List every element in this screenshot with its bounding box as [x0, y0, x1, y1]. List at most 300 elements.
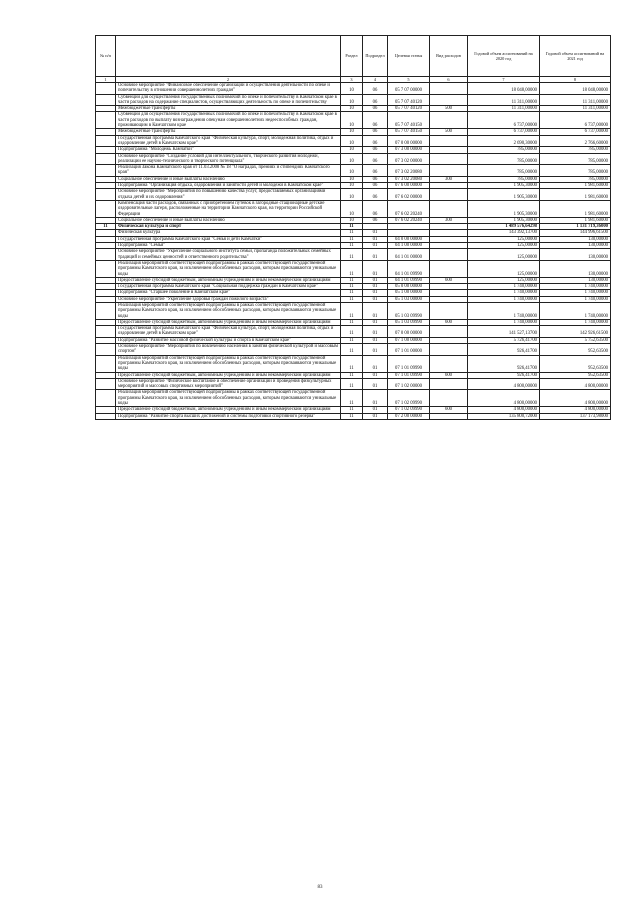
- row-target: 07 1 02 09990: [388, 390, 430, 407]
- row-target: 07 6 02 20240: [388, 200, 430, 217]
- row-y2021: 2 766,60000: [540, 135, 611, 147]
- header-num: № п/п: [96, 36, 116, 77]
- row-y2020: 143 392,13700: [468, 230, 540, 236]
- row-name: Основное мероприятие "Укрепление социального института семьи, пропаганда положительных семейных традиций и семейных ценностей и ответственного родительства": [116, 249, 341, 261]
- table-row: [96, 129, 611, 135]
- row-name: Реализация Закона Камчатского края от 11.03.2008 № 18 "О наградах, премиях и стипендиях Камчатского края": [116, 165, 341, 177]
- row-razdel: 11: [341, 407, 363, 413]
- row-y2021: 4 800,00000: [540, 407, 611, 413]
- row-name: Предоставление субсидий бюджетным, автономным учреждениям и иным некоммерческим организациям: [116, 319, 341, 325]
- header-razdel: Раздел: [341, 36, 363, 77]
- table-row: [96, 372, 611, 378]
- row-vid: 600: [430, 407, 468, 413]
- row-y2021: 1 740,00000: [540, 319, 611, 325]
- row-podrazdel: 06: [363, 106, 388, 112]
- row-razdel: 10: [341, 176, 363, 182]
- row-podrazdel: 01: [363, 355, 388, 372]
- row-podrazdel: 01: [363, 413, 388, 419]
- row-y2021: 1 740,00000: [540, 284, 611, 290]
- row-razdel: 10: [341, 147, 363, 153]
- row-num: [96, 302, 116, 319]
- row-podrazdel: 06: [363, 135, 388, 147]
- row-y2021: 137 173,98000: [540, 413, 611, 419]
- row-vid: 600: [430, 319, 468, 325]
- row-razdel: 11: [341, 260, 363, 277]
- row-name: Подпрограмма "Организация отдыха, оздоровления и занятости детей и молодежи в Камчатском крае": [116, 183, 341, 189]
- table-row: [96, 183, 611, 189]
- row-target: 05 7 07 00000: [388, 83, 430, 95]
- column-number: 5: [388, 77, 430, 83]
- row-y2020: 11 311,00000: [468, 106, 540, 112]
- row-num: 11: [96, 224, 116, 230]
- row-name: Государственная программа Камчатского края "Семья и дети Камчатки": [116, 236, 341, 242]
- row-name: Межбюджетные трансферты: [116, 129, 341, 135]
- row-razdel: 11: [341, 224, 363, 230]
- table-row: [96, 135, 611, 147]
- row-target: 05 7 07 40150: [388, 112, 430, 129]
- row-name: Основное мероприятие "Финансовое обеспечение организации и осуществления деятельности по опеке и попечительству в отношении совершеннолетних граждан": [116, 83, 341, 95]
- row-target: 07 3 00 00000: [388, 147, 430, 153]
- row-y2020: 1 905,30000: [468, 189, 540, 201]
- table-row: [96, 326, 611, 338]
- row-y2021: 130,00000: [540, 236, 611, 242]
- row-vid: [430, 94, 468, 106]
- row-y2020: 1 740,00000: [468, 296, 540, 302]
- row-num: [96, 326, 116, 338]
- row-target: 07 3 02 00000: [388, 153, 430, 165]
- row-vid: [430, 413, 468, 419]
- row-y2020: 11 311,00000: [468, 94, 540, 106]
- row-y2021: 6 737,00000: [540, 129, 611, 135]
- table-row: [96, 176, 611, 182]
- row-name: Компенсация части расходов, связанных с приобретением путевок в загородные стационарные детские оздоровительные лагеря, расположенные на территории Камчатского края, на территории Российской Федерации: [116, 200, 341, 217]
- row-podrazdel: 06: [363, 189, 388, 201]
- row-y2021: 11 311,00000: [540, 94, 611, 106]
- row-y2020: 125,00000: [468, 243, 540, 249]
- row-num: [96, 189, 116, 201]
- row-name: Основное мероприятие "Мероприятия по повышению качества услуг, предоставляемых организациями отдыха детей и их оздоровления": [116, 189, 341, 201]
- table-row: [96, 413, 611, 419]
- row-razdel: 11: [341, 344, 363, 356]
- row-y2020: 135 800,72000: [468, 413, 540, 419]
- row-podrazdel: 01: [363, 277, 388, 283]
- row-y2020: 6 737,00000: [468, 112, 540, 129]
- row-y2020: 1 740,00000: [468, 290, 540, 296]
- row-name: Реализация мероприятий соответствующей подпрограммы в рамках соответствующей государственной программы Камчатского края, за исключением обособленных расходов, которым присваиваются уникальные коды: [116, 390, 341, 407]
- row-y2020: 926,41700: [468, 372, 540, 378]
- row-podrazdel: 01: [363, 319, 388, 325]
- column-number: 8: [540, 77, 611, 83]
- row-target: 07 3 02 20080: [388, 165, 430, 177]
- row-name: Подпрограмма "Развитие спорта высших достижений и системы подготовки спортивного резерва": [116, 413, 341, 419]
- row-razdel: 11: [341, 390, 363, 407]
- row-y2020: 785,00000: [468, 147, 540, 153]
- row-num: [96, 344, 116, 356]
- row-target: 04 1 00 00000: [388, 243, 430, 249]
- row-y2020: 1 740,00000: [468, 319, 540, 325]
- header-y2021: Годовой объем ассигнований на 2021 год: [540, 36, 611, 77]
- table-body: [96, 83, 611, 420]
- row-num: [96, 390, 116, 407]
- row-y2021: 1 131 719,36000: [540, 224, 611, 230]
- row-target: 05 0 00 00000: [388, 284, 430, 290]
- row-num: [96, 94, 116, 106]
- row-y2020: 125,00000: [468, 260, 540, 277]
- table-row: [96, 165, 611, 177]
- row-razdel: 11: [341, 249, 363, 261]
- budget-table-page: [95, 35, 610, 420]
- column-number: 2: [116, 77, 341, 83]
- table-row: [96, 390, 611, 407]
- row-name: Предоставление субсидий бюджетным, автономным учреждениям и иным некоммерческим организациям: [116, 407, 341, 413]
- row-vid: [430, 153, 468, 165]
- row-num: [96, 355, 116, 372]
- row-razdel: 11: [341, 277, 363, 283]
- row-razdel: 10: [341, 153, 363, 165]
- row-y2020: 785,00000: [468, 165, 540, 177]
- row-y2021: 952,63500: [540, 344, 611, 356]
- row-vid: 500: [430, 129, 468, 135]
- table-row: [96, 355, 611, 372]
- row-vid: 300: [430, 176, 468, 182]
- row-podrazdel: 06: [363, 94, 388, 106]
- row-target: 05 1 03 09990: [388, 319, 430, 325]
- row-razdel: 10: [341, 129, 363, 135]
- table-row: [96, 217, 611, 223]
- row-vid: 500: [430, 106, 468, 112]
- row-y2021: 1 981,60000: [540, 200, 611, 217]
- row-name: Государственная программа Камчатского края "Социальная поддержка граждан в Камчатском крае": [116, 284, 341, 290]
- row-vid: [430, 260, 468, 277]
- page-number: 83: [317, 885, 323, 890]
- row-target: 07 1 01 09990: [388, 372, 430, 378]
- row-y2021: 130,00000: [540, 260, 611, 277]
- table-row: [96, 249, 611, 261]
- row-podrazdel: 01: [363, 260, 388, 277]
- row-y2021: 144 996,61500: [540, 230, 611, 236]
- row-razdel: 11: [341, 372, 363, 378]
- column-number: 7: [468, 77, 540, 83]
- row-name: Межбюджетные трансферты: [116, 106, 341, 112]
- row-vid: [430, 326, 468, 338]
- row-target: 05 7 07 40120: [388, 94, 430, 106]
- row-y2021: 785,00000: [540, 176, 611, 182]
- row-name: Предоставление субсидий бюджетным, автономным учреждениям и иным некоммерческим организациям: [116, 372, 341, 378]
- table-row: [96, 290, 611, 296]
- column-number: 1: [96, 77, 116, 83]
- row-y2020: 1 905,30000: [468, 217, 540, 223]
- table-row: [96, 407, 611, 413]
- row-target: 05 1 03 00000: [388, 296, 430, 302]
- row-name: Основное мероприятие "Укрепление здоровья граждан пожилого возраста": [116, 296, 341, 302]
- row-y2021: 785,00000: [540, 147, 611, 153]
- row-razdel: 11: [341, 378, 363, 390]
- row-target: 07 1 00 00000: [388, 337, 430, 343]
- row-target: 07 6 00 00000: [388, 183, 430, 189]
- row-y2021: 1 740,00000: [540, 302, 611, 319]
- column-number: 3: [341, 77, 363, 83]
- table-row: [96, 337, 611, 343]
- row-target: 07 3 02 20080: [388, 176, 430, 182]
- row-podrazdel: 06: [363, 83, 388, 95]
- row-razdel: 10: [341, 200, 363, 217]
- table-row: [96, 224, 611, 230]
- row-vid: [430, 390, 468, 407]
- row-target: 07 1 02 09990: [388, 407, 430, 413]
- row-vid: 600: [430, 277, 468, 283]
- row-razdel: 10: [341, 183, 363, 189]
- row-y2020: 4 800,00000: [468, 407, 540, 413]
- table-row: [96, 296, 611, 302]
- row-target: 07 6 02 00000: [388, 189, 430, 201]
- row-y2021: 5 752,63500: [540, 337, 611, 343]
- budget-table: [95, 35, 611, 420]
- row-podrazdel: 01: [363, 372, 388, 378]
- row-podrazdel: 01: [363, 326, 388, 338]
- row-target: 07 0 00 00000: [388, 326, 430, 338]
- row-num: [96, 165, 116, 177]
- row-y2021: 4 800,00000: [540, 390, 611, 407]
- row-num: [96, 153, 116, 165]
- row-name: Субвенции для осуществления государственных полномочий по опеке и попечительству в Камчатском крае в части расходов на содержание специалистов, осуществляющих деятельность по опеке и попечительству: [116, 94, 341, 106]
- header-name: [116, 36, 341, 77]
- row-razdel: 10: [341, 189, 363, 201]
- header-target: Целевая статья: [388, 36, 430, 77]
- row-podrazdel: 01: [363, 302, 388, 319]
- row-y2021: 142 926,61500: [540, 326, 611, 338]
- column-number: 4: [363, 77, 388, 83]
- row-razdel: 10: [341, 83, 363, 95]
- row-podrazdel: 06: [363, 112, 388, 129]
- row-num: [96, 135, 116, 147]
- row-vid: [430, 165, 468, 177]
- row-razdel: 11: [341, 284, 363, 290]
- table-row: [96, 106, 611, 112]
- row-razdel: 11: [341, 413, 363, 419]
- row-podrazdel: 01: [363, 249, 388, 261]
- row-y2020: 125,00000: [468, 236, 540, 242]
- row-num: [96, 260, 116, 277]
- row-razdel: 11: [341, 236, 363, 242]
- row-num: [96, 378, 116, 390]
- row-y2020: 125,00000: [468, 249, 540, 261]
- row-y2021: 785,00000: [540, 165, 611, 177]
- row-y2021: 130,00000: [540, 243, 611, 249]
- row-y2021: 11 311,00000: [540, 106, 611, 112]
- row-vid: [430, 112, 468, 129]
- row-target: 05 7 07 40150: [388, 129, 430, 135]
- row-y2020: 2 690,30000: [468, 135, 540, 147]
- table-row: [96, 189, 611, 201]
- row-razdel: 10: [341, 112, 363, 129]
- row-podrazdel: 06: [363, 200, 388, 217]
- row-podrazdel: 01: [363, 290, 388, 296]
- row-podrazdel: 01: [363, 236, 388, 242]
- row-y2020: 1 489 576,64298: [468, 224, 540, 230]
- row-podrazdel: 01: [363, 230, 388, 236]
- row-target: 05 7 07 40120: [388, 106, 430, 112]
- row-y2020: 785,00000: [468, 176, 540, 182]
- row-y2020: 141 527,13700: [468, 326, 540, 338]
- row-razdel: 11: [341, 319, 363, 325]
- row-num: [96, 200, 116, 217]
- row-podrazdel: 01: [363, 390, 388, 407]
- header-y2020: Годовой объем ассигнований на 2020 год: [468, 36, 540, 77]
- row-podrazdel: 06: [363, 129, 388, 135]
- row-y2021: 18 048,00000: [540, 83, 611, 95]
- row-name: Основное мероприятие "Создание условий для интеллектуального, творческого развития молодежи, реализации ее научно-технического и творческого потенциала": [116, 153, 341, 165]
- table-row: [96, 344, 611, 356]
- row-podrazdel: 06: [363, 176, 388, 182]
- row-vid: [430, 83, 468, 95]
- row-name: Социальное обеспечение и иные выплаты населению: [116, 217, 341, 223]
- table-row: [96, 153, 611, 165]
- row-y2020: 4 800,00000: [468, 378, 540, 390]
- row-num: [96, 83, 116, 95]
- row-target: 07 2 00 00000: [388, 413, 430, 419]
- row-y2020: 6 737,00000: [468, 129, 540, 135]
- row-vid: [430, 302, 468, 319]
- row-name: Основное мероприятие "Физическое воспитание и обеспечение организации и проведения физкультурных мероприятий и массовых спортивных мероприятий": [116, 378, 341, 390]
- row-razdel: 11: [341, 355, 363, 372]
- row-target: 04 1 01 09990: [388, 260, 430, 277]
- row-y2021: 1 740,00000: [540, 296, 611, 302]
- row-y2020: 1 905,30000: [468, 183, 540, 189]
- row-razdel: 11: [341, 243, 363, 249]
- row-y2021: 130,00000: [540, 277, 611, 283]
- row-name: Подпрограмма "Семья": [116, 243, 341, 249]
- row-razdel: 10: [341, 165, 363, 177]
- table-row: [96, 94, 611, 106]
- table-row: [96, 319, 611, 325]
- row-razdel: 11: [341, 290, 363, 296]
- header-podrazdel: Подраздел: [363, 36, 388, 77]
- row-y2020: 1 740,00000: [468, 302, 540, 319]
- row-y2021: 130,00000: [540, 249, 611, 261]
- row-y2021: 1 740,00000: [540, 290, 611, 296]
- table-row: [96, 277, 611, 283]
- row-name: Государственная программа Камчатского края "Физическая культура, спорт, молодежная политика, отдых и оздоровление детей в Камчатском крае": [116, 326, 341, 338]
- row-razdel: 10: [341, 217, 363, 223]
- row-target: 04 1 01 09990: [388, 277, 430, 283]
- row-name: Основное мероприятие "Мероприятия по вовлечению населения в занятия физической культурой и массовым спортом": [116, 344, 341, 356]
- row-target: 04 1 01 00000: [388, 249, 430, 261]
- row-razdel: 10: [341, 106, 363, 112]
- row-y2020: 785,00000: [468, 153, 540, 165]
- row-podrazdel: 01: [363, 243, 388, 249]
- row-razdel: 11: [341, 296, 363, 302]
- row-target: 07 6 02 20240: [388, 217, 430, 223]
- row-y2021: 952,63500: [540, 372, 611, 378]
- row-name: Физическая культура и спорт: [116, 224, 341, 230]
- row-y2021: 4 800,00000: [540, 378, 611, 390]
- row-name: Субвенции для осуществления государственных полномочий по опеке и попечительству в Камчатском крае в части расходов по выплату вознаграждения опекунам совершеннолетних недееспособных граждан, проживающим в Камчатском крае: [116, 112, 341, 129]
- row-y2020: 926,41700: [468, 344, 540, 356]
- column-number: 6: [430, 77, 468, 83]
- row-name: Социальное обеспечение и иные выплаты населению: [116, 176, 341, 182]
- row-name: Реализация мероприятий соответствующей подпрограммы в рамках соответствующей государственной программы Камчатского края, за исключением обособленных расходов, которым присваиваются уникальные коды: [116, 302, 341, 319]
- row-vid: [430, 200, 468, 217]
- row-vid: [430, 378, 468, 390]
- row-name: Государственная программа Камчатского края "Физическая культура, спорт, молодежная политика, отдых и оздоровление детей в Камчатском крае": [116, 135, 341, 147]
- row-y2020: 1 740,00000: [468, 284, 540, 290]
- table-row: [96, 200, 611, 217]
- table-row: [96, 260, 611, 277]
- row-y2021: 6 737,00000: [540, 112, 611, 129]
- row-num: [96, 112, 116, 129]
- row-vid: 600: [430, 372, 468, 378]
- row-podrazdel: 06: [363, 147, 388, 153]
- row-vid: 300: [430, 217, 468, 223]
- table-row: [96, 236, 611, 242]
- row-y2020: 1 905,30000: [468, 200, 540, 217]
- row-podrazdel: 01: [363, 296, 388, 302]
- row-y2020: 125,00000: [468, 277, 540, 283]
- row-num: [96, 249, 116, 261]
- row-podrazdel: 01: [363, 378, 388, 390]
- row-y2020: 18 048,00000: [468, 83, 540, 95]
- row-name: Предоставление субсидий бюджетным, автономным учреждениям и иным некоммерческим организациям: [116, 277, 341, 283]
- row-name: Физическая культура: [116, 230, 341, 236]
- row-y2021: 1 981,60000: [540, 217, 611, 223]
- row-podrazdel: 06: [363, 153, 388, 165]
- header-vid: Вид расходов: [430, 36, 468, 77]
- row-y2020: 5 726,41700: [468, 337, 540, 343]
- row-podrazdel: 06: [363, 183, 388, 189]
- row-target: 04 0 00 00000: [388, 236, 430, 242]
- row-podrazdel: 06: [363, 165, 388, 177]
- row-target: 07 1 02 00000: [388, 378, 430, 390]
- table-row: [96, 112, 611, 129]
- row-vid: [430, 344, 468, 356]
- table-row: [96, 284, 611, 290]
- row-razdel: 10: [341, 94, 363, 106]
- row-razdel: 11: [341, 302, 363, 319]
- row-y2021: 785,00000: [540, 153, 611, 165]
- row-razdel: 11: [341, 326, 363, 338]
- row-y2020: 4 800,00000: [468, 390, 540, 407]
- row-razdel: 11: [341, 230, 363, 236]
- row-target: 07 1 01 00000: [388, 344, 430, 356]
- row-vid: [430, 135, 468, 147]
- table-row: [96, 83, 611, 95]
- row-podrazdel: 01: [363, 344, 388, 356]
- row-podrazdel: 06: [363, 217, 388, 223]
- row-y2021: 1 981,60000: [540, 183, 611, 189]
- row-podrazdel: 01: [363, 284, 388, 290]
- row-y2021: 952,63500: [540, 355, 611, 372]
- table-row: [96, 378, 611, 390]
- table-row: [96, 147, 611, 153]
- row-y2020: 926,41700: [468, 355, 540, 372]
- row-vid: [430, 249, 468, 261]
- row-podrazdel: 01: [363, 337, 388, 343]
- row-vid: [430, 355, 468, 372]
- row-target: 07 0 00 00000: [388, 135, 430, 147]
- row-name: Реализация мероприятий соответствующей подпрограммы в рамках соответствующей государственной программы Камчатского края, за исключением обособленных расходов, которым присваиваются уникальные коды: [116, 260, 341, 277]
- row-target: 07 1 01 09990: [388, 355, 430, 372]
- table-header-row: [96, 36, 611, 77]
- row-razdel: 11: [341, 337, 363, 343]
- row-target: 05 1 00 00000: [388, 290, 430, 296]
- table-row: [96, 302, 611, 319]
- row-vid: [430, 189, 468, 201]
- row-name: Подпрограмма "Молодежь Камчатки": [116, 147, 341, 153]
- row-target: 05 1 03 09990: [388, 302, 430, 319]
- row-name: Реализация мероприятий соответствующей подпрограммы в рамках соответствующей государственной программы Камчатского края, за исключением обособленных расходов, которым присваиваются уникальные коды: [116, 355, 341, 372]
- row-razdel: 10: [341, 135, 363, 147]
- row-name: Подпрограмма "Старшее поколение в Камчатском крае": [116, 290, 341, 296]
